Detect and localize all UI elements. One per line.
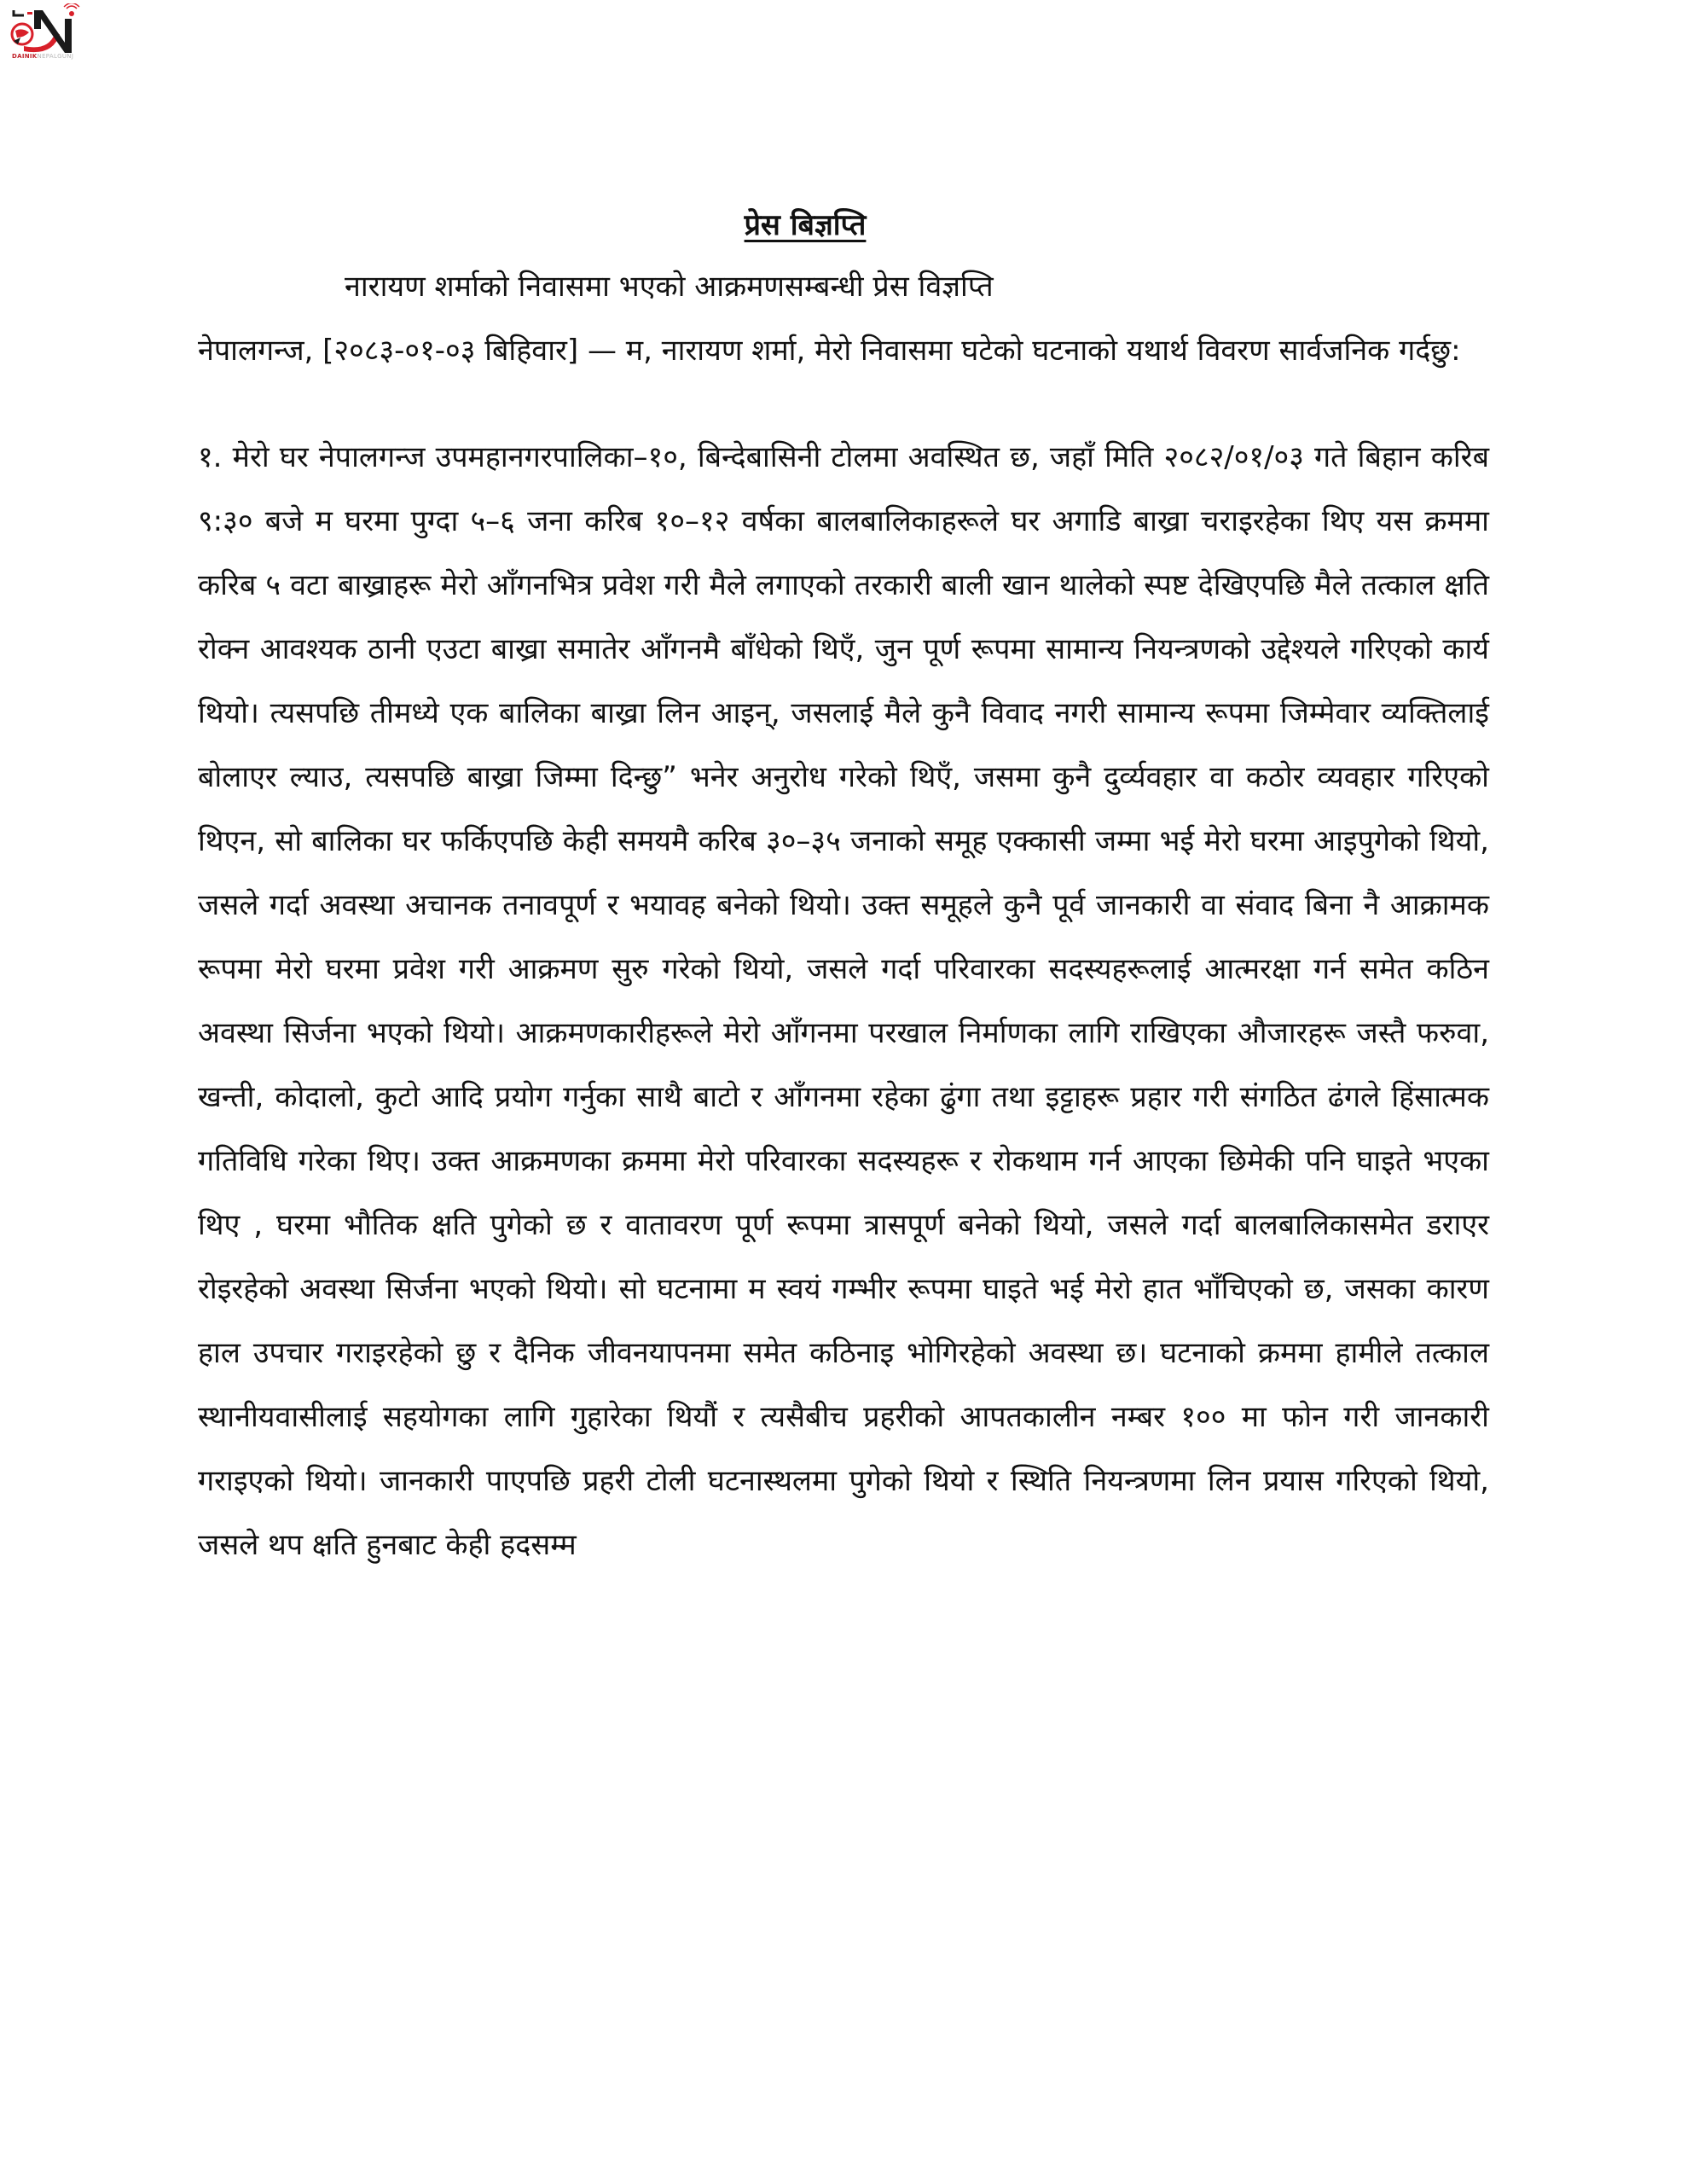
document-subtitle: नारायण शर्माको निवासमा भएको आक्रमणसम्बन्धी प्रेस विज्ञप्ति: [345, 270, 994, 304]
logo-brand-light: NEPALGUNJ: [37, 53, 74, 60]
body-paragraph: १. मेरो घर नेपालगन्ज उपमहानगरपालिका–१०, बिन्देबासिनी टोलमा अवस्थित छ, जहाँ मिति २०८२/०१/०३ गते बिहान करिब ९:३० बजे म घरमा पुग्दा ५–६ जना करिब १०–१२ वर्षका बालबालिकाहरूले घर अगाडि बाख्रा चराइरहेका थिए यस क्रममा करिब ५ वटा बाख्राहरू मेरो आँगनभित्र प्रवेश गरी मैले लगाएको तरकारी बाली खान थालेको स्पष्ट देखिएपछि मैले तत्काल क्षति रोक्न आवश्यक ठानी एउटा बाख्रा समातेर आँगनमै बाँधेको थिएँ, जुन पूर्ण रूपमा सामान्य नियन्त्रणको उद्देश्यले गरिएको कार्य थियो। त्यसपछि तीमध्ये एक बालिका बाख्रा लिन आइन्, जसलाई मैले कुनै विवाद नगरी सामान्य रूपमा जिम्मेवार व्यक्तिलाई बोलाएर ल्याउ, त्यसपछि बाख्रा जिम्मा दिन्छु” भनेर अनुरोध गरेको थिएँ, जसमा कुनै दुर्व्यवहार वा कठोर व्यवहार गरिएको थिएन, सो बालिका घर फर्किएपछि केही समयमै करिब ३०–३५ जनाको समूह एक्कासी जम्मा भई मेरो घरमा आइपुगेको थियो, जसले गर्दा अवस्था अचानक तनावपूर्ण र भयावह बनेको थियो। उक्त समूहले कुनै पूर्व जानकारी वा संवाद बिना नै आक्रामक रूपमा मेरो घरमा प्रवेश गरी आक्रमण सुरु गरेको थियो, जसले गर्दा परिवारका सदस्यहरूलाई आत्मरक्षा गर्न समेत कठिन अवस्था सिर्जना भएको थियो। आक्रमणकारीहरूले मेरो आँगनमा परखाल निर्माणका लागि राखिएका औजारहरू जस्तै फरुवा, खन्ती, कोदालो, कुटो आदि प्रयोग गर्नुका साथै बाटो र आँगनमा रहेका ढुंगा तथा इट्टाहरू प्रहार गरी संगठित ढंगले हिंसात्मक गतिविधि गरेका थिए। उक्त आक्रमणका क्रममा मेरो परिवारका सदस्यहरू र रोकथाम गर्न आएका छिमेकी पनि घाइते भएका थिए , घरमा भौतिक क्षति पुगेको छ र वातावरण पूर्ण रूपमा त्रासपूर्ण बनेको थियो, जसले गर्दा बालबालिकासमेत डराएर रोइरहेको अवस्था सिर्जना भएको थियो। सो घटनामा म स्वयं गम्भीर रूपमा घाइते भई मेरो हात भाँचिएको छ, जसका कारण हाल उपचार गराइरहेको छु र दैनिक जीवनयापनमा समेत कठिनाइ भोगिरहेको अवस्था छ। घटनाको क्रममा हामीले तत्काल स्थानीयवासीलाई सहयोगका लागि गुहारेका थियौं र त्यसैबीच प्रहरीको आपतकालीन नम्बर १०० मा फोन गरी जानकारी गराइएको थियो। जानकारी पाएपछि प्रहरी टोली घटनास्थलमा पुगेको थियो र स्थिति नियन्त्रणमा लिन प्रयास गरिएको थियो, जसले थप क्षति हुनबाट केही हदसम्म: [198, 440, 1489, 1562]
document-page: [198, 201, 1489, 1577]
logo-mark-icon: [5, 3, 82, 55]
logo-brand-bold: DAINIK: [12, 53, 38, 60]
logo-caption: [12, 53, 82, 60]
document-title: प्रेस बिज्ञप्ति: [744, 208, 867, 242]
logo: [5, 3, 82, 65]
intro-paragraph: नेपालगन्ज, [२०८३-०१-०३ बिहिवार] — म, नारायण शर्मा, मेरो निवासमा घटेको घटनाको यथार्थ विवरण सार्वजनिक गर्दछु:: [198, 334, 1461, 368]
